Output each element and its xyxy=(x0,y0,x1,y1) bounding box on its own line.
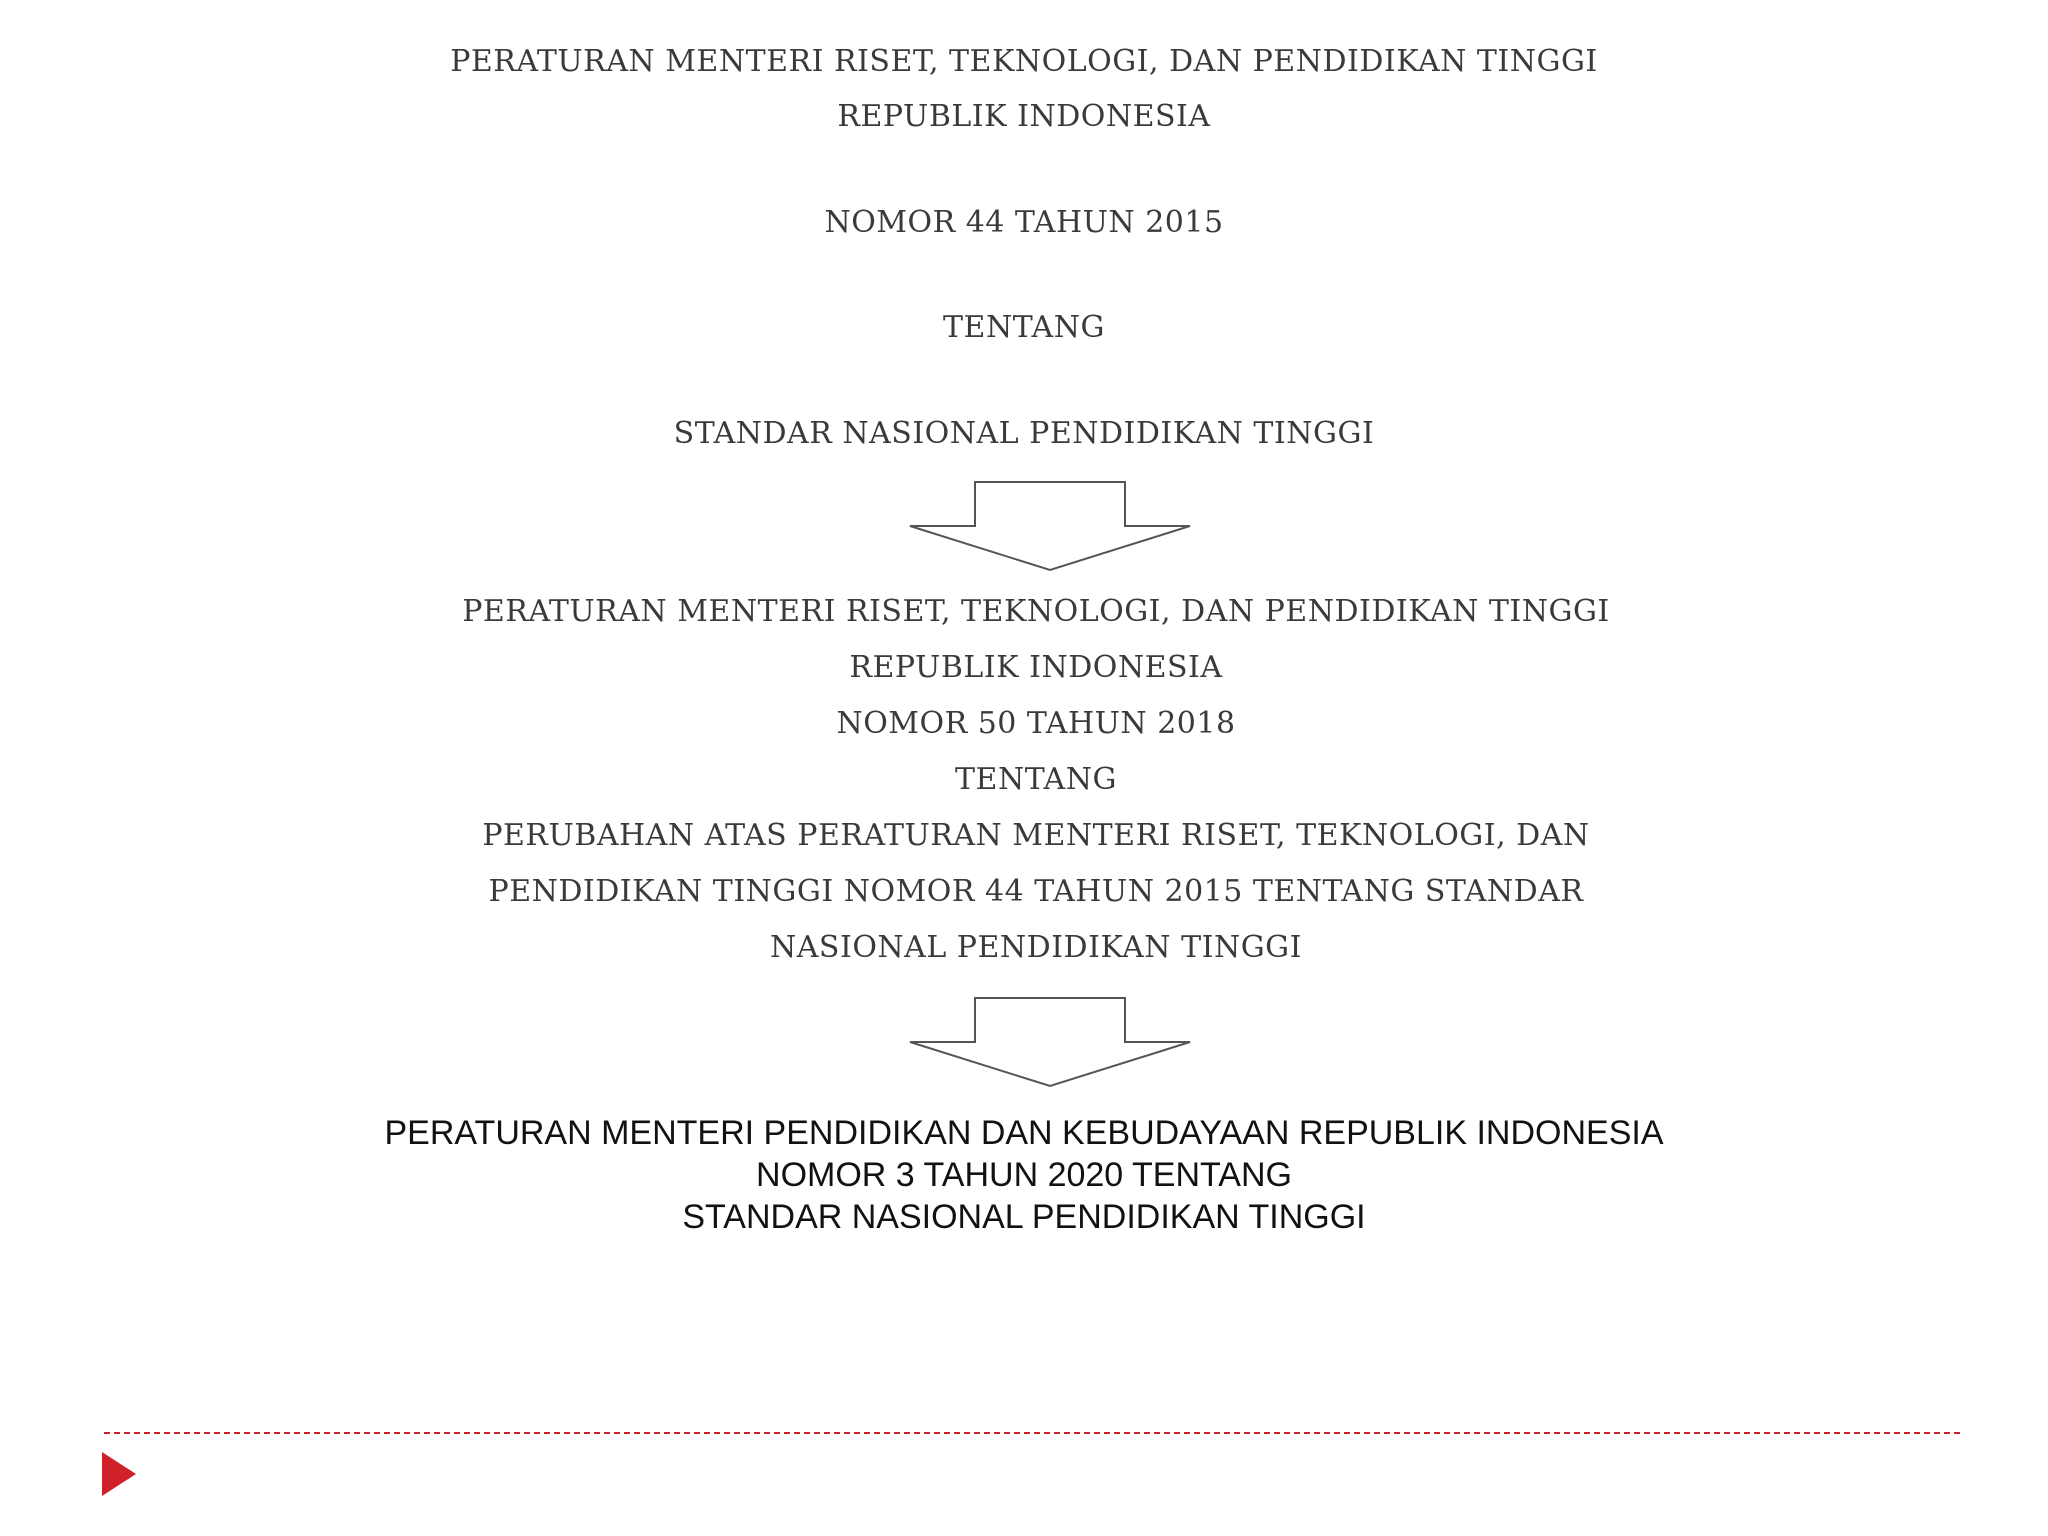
red-triangle-play-icon xyxy=(102,1452,138,1496)
reg2-about-line: TENTANG xyxy=(955,762,1117,797)
reg2-subject-line-1: PERUBAHAN ATAS PERATURAN MENTERI RISET, TEKNOLOGI, DAN xyxy=(482,818,1590,853)
reg1-country-line: REPUBLIK INDONESIA xyxy=(837,99,1211,134)
reg3-title-line: PERATURAN MENTERI PENDIDIKAN DAN KEBUDAYAAN REPUBLIK INDONESIA xyxy=(384,1114,1664,1152)
footer-divider xyxy=(104,1432,1960,1434)
reg3-number-line: NOMOR 3 TAHUN 2020 TENTANG xyxy=(756,1156,1292,1194)
reg1-number-line: NOMOR 44 TAHUN 2015 xyxy=(824,205,1224,240)
arrow-down-outline-icon xyxy=(900,480,1200,580)
reg1-title-line: PERATURAN MENTERI RISET, TEKNOLOGI, DAN PENDIDIKAN TINGGI xyxy=(450,44,1598,79)
reg2-number-line: NOMOR 50 TAHUN 2018 xyxy=(836,706,1236,741)
reg1-about-line: TENTANG xyxy=(943,310,1105,345)
reg2-subject-line-2: PENDIDIKAN TINGGI NOMOR 44 TAHUN 2015 TENTANG STANDAR xyxy=(488,874,1584,909)
reg1-subject-line: STANDAR NASIONAL PENDIDIKAN TINGGI xyxy=(673,416,1375,451)
reg2-title-line: PERATURAN MENTERI RISET, TEKNOLOGI, DAN PENDIDIKAN TINGGI xyxy=(462,594,1610,629)
reg2-subject-line-3: NASIONAL PENDIDIKAN TINGGI xyxy=(770,930,1302,965)
reg2-country-line: REPUBLIK INDONESIA xyxy=(849,650,1223,685)
reg3-subject-line: STANDAR NASIONAL PENDIDIKAN TINGGI xyxy=(682,1198,1366,1236)
arrow-down-outline-icon xyxy=(900,996,1200,1096)
